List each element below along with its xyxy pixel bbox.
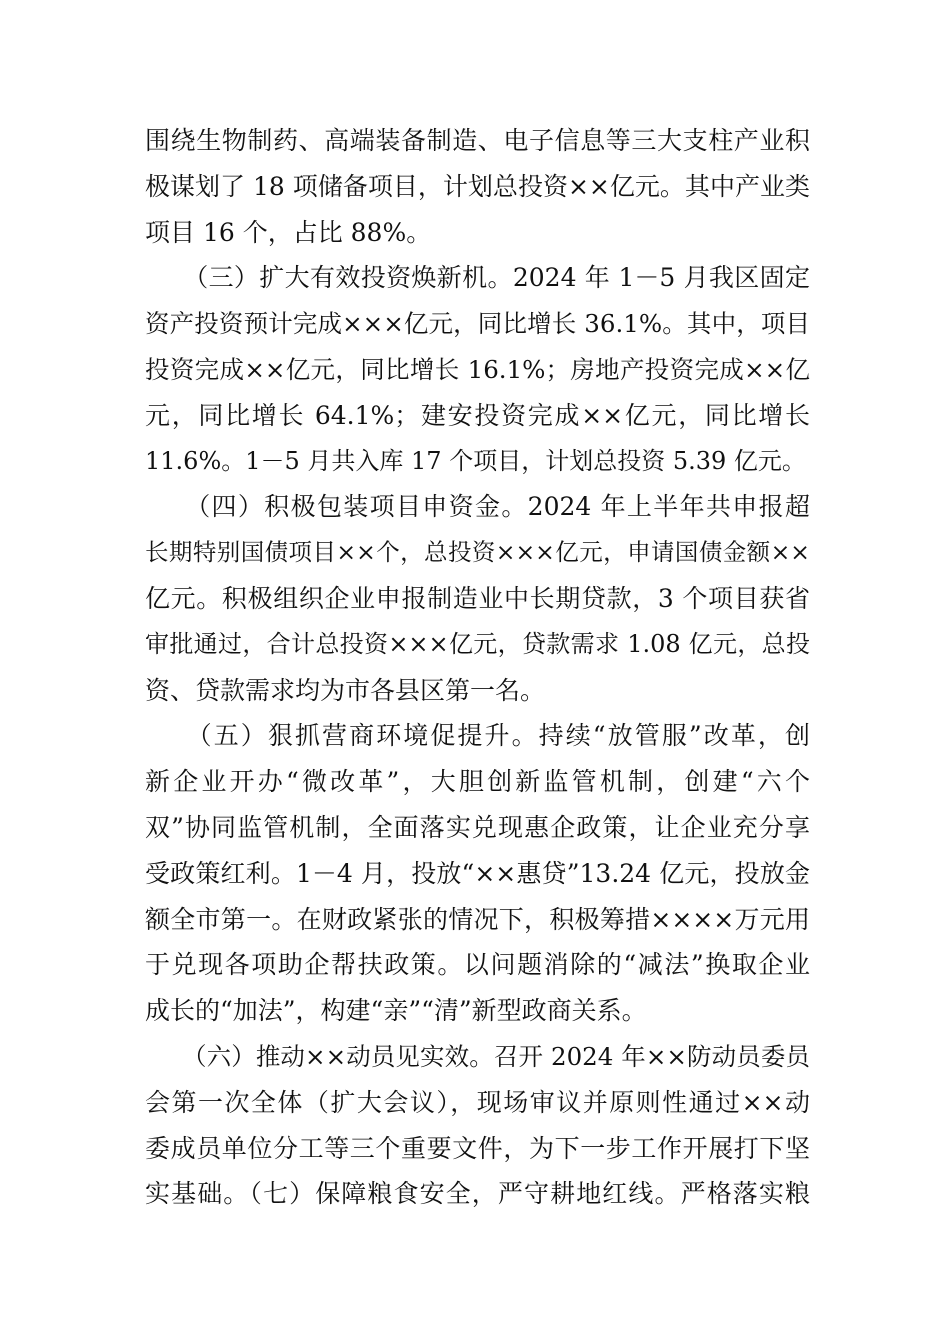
body-text-line: 11.6%。1－5 月共入库 17 个项目，计划总投资 5.39 亿元。: [145, 446, 806, 475]
body-text-line: 新企业开办“微改革”，大胆创新监管机制，创建“六个: [145, 767, 810, 797]
body-text-line: 实基础。（七）保障粮食安全，严守耕地红线。严格落实粮: [145, 1179, 810, 1209]
body-text-line: 双”协同监管机制，全面落实兑现惠企政策，让企业充分享: [145, 812, 810, 842]
body-text-line: 资产投资预计完成×××亿元，同比增长 36.1%。其中，项目: [145, 309, 810, 339]
body-text-line: 围绕生物制药、高端装备制造、电子信息等三大支柱产业积: [145, 126, 810, 155]
body-text-line: 项目 16 个，占比 88%。: [145, 217, 432, 247]
body-text-line: 元，同比增长 64.1%；建安投资完成××亿元，同比增长: [145, 400, 810, 430]
document-body: [145, 118, 810, 1217]
body-text-line: 资、贷款需求均为市各县区第一名。: [145, 675, 546, 705]
body-text-line: 成长的“加法”，构建“亲”“清”新型政商关系。: [145, 996, 647, 1026]
body-text-line: 额全市第一。在财政紧张的情况下，积极筹措××××万元用: [145, 904, 810, 934]
body-text-line: （四）积极包装项目申资金。2024 年上半年共申报超: [145, 492, 810, 522]
body-text-line: 会第一次全体（扩大会议），现场审议并原则性通过××动: [145, 1087, 810, 1117]
body-text-line: 投资完成××亿元，同比增长 16.1%；房地产投资完成××亿: [145, 354, 810, 384]
body-text-line: 审批通过，合计总投资×××亿元，贷款需求 1.08 亿元，总投: [145, 629, 810, 658]
body-text-line: 长期特别国债项目××个，总投资×××亿元，申请国债金额××: [145, 538, 810, 567]
body-text-line: 极谋划了 18 项储备项目，计划总投资××亿元。其中产业类: [145, 171, 810, 201]
body-text-line: 委成员单位分工等三个重要文件，为下一步工作开展打下坚: [145, 1133, 810, 1163]
body-text-line: 亿元。积极组织企业申报制造业中长期贷款，3 个项目获省: [145, 583, 810, 613]
body-text-line: （六）推动××动员见实效。召开 2024 年××防动员委员: [145, 1041, 810, 1071]
body-text-line: 受政策红利。1－4 月，投放“××惠贷”13.24 亿元，投放金: [145, 858, 810, 888]
body-text-line: 于兑现各项助企帮扶政策。以问题消除的“减法”换取企业: [145, 950, 810, 980]
body-text-line: （五）狠抓营商环境促提升。持续“放管服”改革，创: [145, 721, 810, 751]
body-text-line: （三）扩大有效投资焕新机。2024 年 1－5 月我区固定: [145, 263, 810, 293]
